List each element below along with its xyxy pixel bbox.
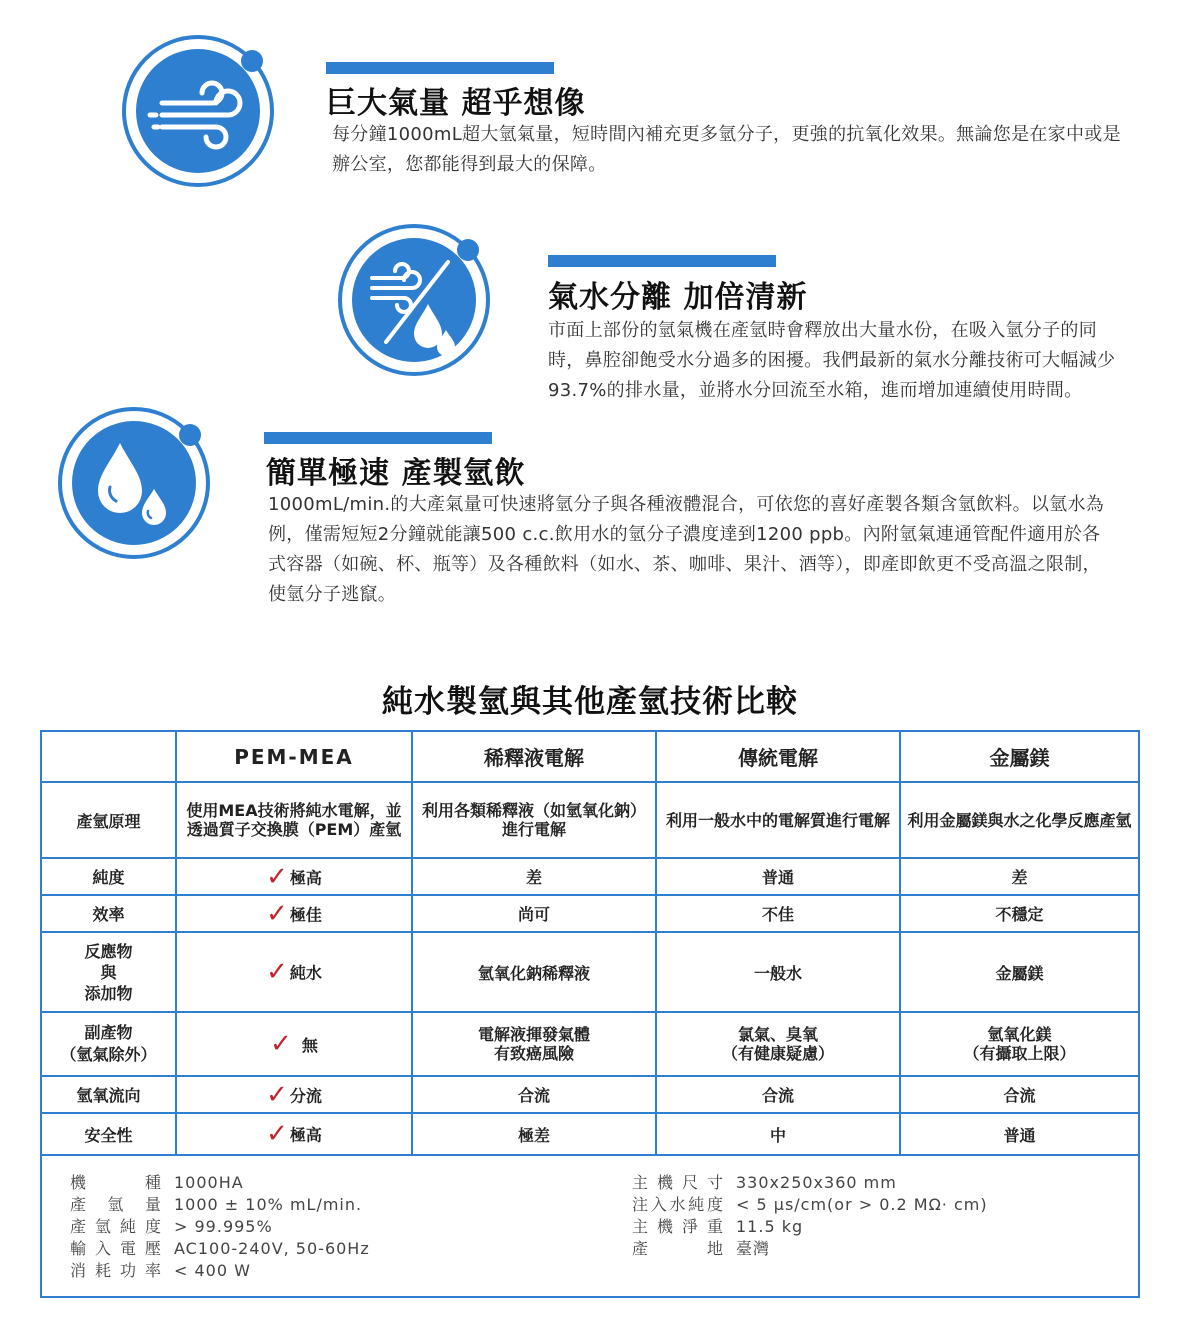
- table-cell: 不穩定: [900, 895, 1138, 932]
- table-header-row: [42, 732, 1138, 782]
- table-cell: 合流: [656, 1076, 900, 1113]
- title-accent-bar: [326, 62, 554, 74]
- table-row: [42, 1113, 1138, 1155]
- spec-label: 主機淨重: [632, 1217, 724, 1236]
- table-cell: 普通: [900, 1113, 1138, 1155]
- spec-value: 1000HA: [174, 1173, 244, 1192]
- spec-list-right: [632, 1172, 988, 1260]
- check-mark-icon: ✓: [266, 1119, 288, 1149]
- table-cell: 氫氧化鈉稀釋液: [412, 932, 656, 1012]
- spec-label: 產地: [632, 1239, 724, 1258]
- spec-value: < 400 W: [174, 1261, 251, 1280]
- table-cell: 利用金屬鎂與水之化學反應產氫: [900, 782, 1138, 858]
- spec-value: 1000 ± 10% mL/min.: [174, 1195, 363, 1214]
- spec-value: 330x250x360 mm: [736, 1173, 897, 1192]
- table-cell: 氯氣、臭氧 （有健康疑慮）: [656, 1012, 900, 1076]
- table-cell: 差: [412, 858, 656, 895]
- row-label: 氫氧流向: [42, 1076, 176, 1113]
- spec-row: [632, 1238, 988, 1260]
- spec-label: 注入水純度: [632, 1195, 724, 1214]
- spec-row: [70, 1238, 370, 1260]
- spec-value: < 5 μs/cm(or > 0.2 MΩ· cm): [736, 1195, 988, 1214]
- table-cell: 差: [900, 858, 1138, 895]
- wind-icon: [120, 33, 280, 193]
- table-row: [42, 895, 1138, 932]
- cell-value: 純水: [289, 963, 322, 983]
- cell-value: 極佳: [289, 905, 322, 924]
- spec-row: [632, 1216, 988, 1238]
- table-cell: 電解液揮發氣體 有致癌風險: [412, 1012, 656, 1076]
- spec-row: [70, 1216, 370, 1238]
- table-cell: 普通: [656, 858, 900, 895]
- wind-icon-badge: [120, 33, 280, 193]
- column-header-empty: [42, 732, 176, 782]
- table-cell: 極差: [412, 1113, 656, 1155]
- spec-value: 臺灣: [736, 1239, 771, 1258]
- water-drops-icon-badge: [54, 403, 214, 563]
- table-cell: 合流: [412, 1076, 656, 1113]
- table-cell: 中: [656, 1113, 900, 1155]
- check-mark-icon: ✓: [266, 1079, 288, 1110]
- row-label: 效率: [42, 895, 176, 932]
- feature-title: 巨大氣量 超乎想像: [326, 86, 586, 121]
- cell-value: 極高: [289, 868, 322, 887]
- row-label: 反應物 與 添加物: [42, 932, 176, 1012]
- spec-label: 產氫純度: [70, 1217, 162, 1236]
- table-cell: 使用MEA技術將純水電解，並透過質子交換膜（PEM）產氫: [176, 782, 412, 858]
- spec-label: 主機尺寸: [632, 1173, 724, 1192]
- table-cell: [176, 858, 412, 895]
- title-accent-bar: [264, 432, 492, 444]
- table-cell: [176, 1076, 412, 1113]
- column-header: 傳統電解: [656, 732, 900, 782]
- table-cell: [176, 1012, 412, 1076]
- table-cell: 一般水: [656, 932, 900, 1012]
- spec-row: [70, 1260, 370, 1282]
- spec-value: > 99.995%: [174, 1217, 273, 1236]
- comparison-title: 純水製氫與其他產氫技術比較: [382, 684, 798, 720]
- table-cell: 氫氧化鎂 （有攝取上限）: [900, 1012, 1138, 1076]
- table-cell: 不佳: [656, 895, 900, 932]
- feature-description: 市面上部份的氫氣機在產氫時會釋放出大量水份，在吸入氫分子的同時，鼻腔卻飽受水分過多的困擾。我們最新的氣水分離技術可大幅減少93.7%的排水量，並將水分回流至水箱，進而增加連續使用時間。: [548, 320, 1116, 401]
- title-accent-bar: [548, 255, 776, 267]
- spec-panel: [42, 1156, 1138, 1296]
- table-row: [42, 858, 1138, 895]
- cell-value: 分流: [289, 1086, 322, 1105]
- spec-value: AC100-240V, 50-60Hz: [174, 1239, 370, 1258]
- cell-value: 極高: [289, 1125, 322, 1145]
- spec-label: 消耗功率: [70, 1261, 162, 1280]
- spec-label: 產氫量: [70, 1195, 162, 1214]
- check-mark-icon: ✓: [266, 861, 288, 892]
- spec-row: [632, 1194, 988, 1216]
- spec-row: [632, 1172, 988, 1194]
- spec-value: 11.5 kg: [736, 1217, 804, 1236]
- row-label: 純度: [42, 858, 176, 895]
- column-header: PEM-MEA: [176, 732, 412, 782]
- table-row: [42, 932, 1138, 1012]
- table-cell: [176, 1113, 412, 1155]
- water-drops-icon: [54, 403, 214, 563]
- feature-description: 每分鐘1000mL超大氫氣量，短時間內補充更多氫分子，更強的抗氧化效果。無論您是在家中或是辦公室，您都能得到最大的保障。: [332, 124, 1121, 175]
- row-label: 安全性: [42, 1113, 176, 1155]
- feature-title: 簡單極速 產製氫飲: [266, 456, 526, 491]
- wind-water-separation-icon-badge: [336, 222, 496, 382]
- feature-description: 1000mL/min.的大產氣量可快速將氫分子與各種液體混合，可依您的喜好產製各類含氫飲料。以氫水為例，僅需短短2分鐘就能讓500 c.c.飲用水的氫分子濃度達到1200 ppb。內附氫氣連通管配件適用於各式容器（如碗、杯、瓶等）及各種飲料（如水、茶、咖啡、果汁、酒等），即產即飲更不受高溫之限制，使氫分子逃竄。: [268, 494, 1105, 605]
- column-header: 金屬鎂: [900, 732, 1138, 782]
- row-label: 副產物 （氫氣除外）: [42, 1012, 176, 1076]
- check-mark-icon: ✓: [266, 957, 288, 987]
- check-mark-icon: ✓: [270, 1029, 292, 1059]
- table-cell: 利用各類稀釋液（如氫氧化鈉）進行電解: [412, 782, 656, 858]
- check-mark-icon: ✓: [266, 898, 288, 929]
- table-cell: 金屬鎂: [900, 932, 1138, 1012]
- row-label: 產氫原理: [42, 782, 176, 858]
- spec-list-left: [70, 1172, 370, 1282]
- table-cell: [176, 895, 412, 932]
- cell-value: 無: [301, 1035, 318, 1055]
- wind-water-separation-icon: [336, 222, 496, 382]
- spec-label: 機種: [70, 1173, 162, 1192]
- table-cell: [176, 932, 412, 1012]
- table-row: [42, 1012, 1138, 1076]
- comparison-table: [40, 730, 1140, 1298]
- table-cell: 合流: [900, 1076, 1138, 1113]
- spec-row: [70, 1194, 370, 1216]
- column-header: 稀釋液電解: [412, 732, 656, 782]
- spec-row: [70, 1172, 370, 1194]
- table-cell: 尚可: [412, 895, 656, 932]
- spec-label: 輸入電壓: [70, 1239, 162, 1258]
- table-row: [42, 782, 1138, 858]
- feature-title: 氣水分離 加倍清新: [548, 280, 808, 315]
- table-row: [42, 1076, 1138, 1113]
- table-cell: 利用一般水中的電解質進行電解: [656, 782, 900, 858]
